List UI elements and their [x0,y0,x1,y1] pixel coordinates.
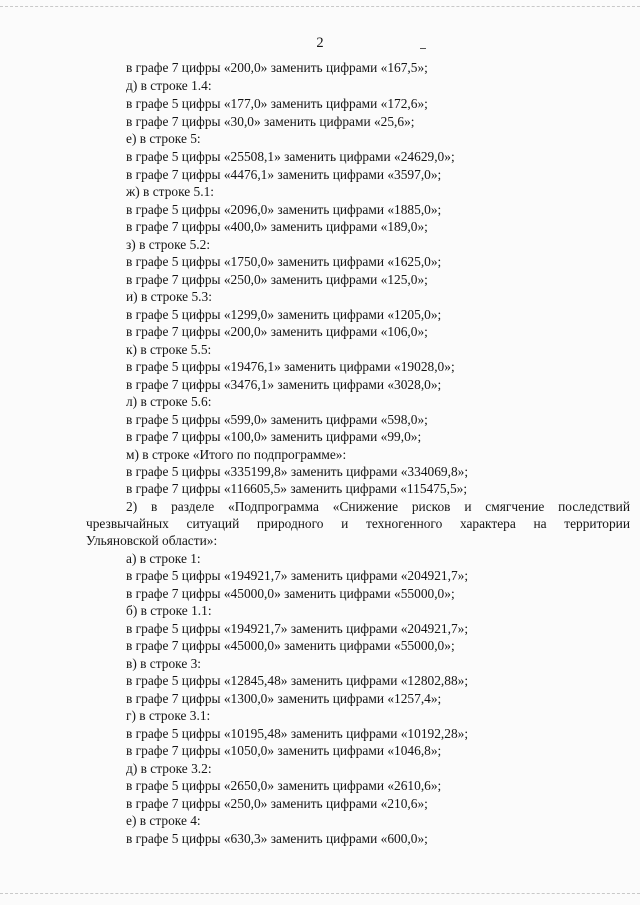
scan-edge-bottom [0,893,640,894]
text-line: а) в строке 1: [126,551,201,566]
text-line: в графе 7 цифры «250,0» заменить цифрами «210,6»; [126,796,428,811]
text-line: з) в строке 5.2: [126,237,211,252]
text-line: в графе 7 цифры «4476,1» заменить цифрами «3597,0»; [126,167,442,182]
text-line: в графе 7 цифры «45000,0» заменить цифрами «55000,0»; [126,586,455,601]
text-line: в) в строке 3: [126,656,202,671]
text-line: в графе 5 цифры «2096,0» заменить цифрами «1885,0»; [126,202,442,217]
text-line: в графе 5 цифры «12845,48» заменить цифрами «12802,88»; [126,673,469,688]
text-line: ж) в строке 5.1: [126,184,215,199]
text-line: чрезвычайных ситуаций природного и техногенного характера на территории [86,516,630,531]
text-line: в графе 5 цифры «599,0» заменить цифрами «598,0»; [126,412,428,427]
text-line: в графе 5 цифры «1750,0» заменить цифрами «1625,0»; [126,254,442,269]
text-line: и) в строке 5.3: [126,289,212,304]
text-line: в графе 5 цифры «335199,8» заменить цифрами «334069,8»; [126,464,469,479]
page-number: 2 [316,35,324,51]
text-line: 2) в разделе «Подпрограмма «Снижение рисков и смягчение последствий [126,499,630,514]
text-line: в графе 5 цифры «2650,0» заменить цифрами «2610,6»; [126,778,442,793]
text-line: е) в строке 5: [126,131,201,146]
text-line: в графе 5 цифры «630,3» заменить цифрами «600,0»; [126,831,428,846]
text-line: е) в строке 4: [126,813,201,828]
text-line: л) в строке 5.6: [126,394,212,409]
text-line: д) в строке 1.4: [126,78,212,93]
text-line: в графе 7 цифры «3476,1» заменить цифрами «3028,0»; [126,377,442,392]
text-line: в графе 7 цифры «200,0» заменить цифрами «167,5»; [126,60,428,75]
text-line: в графе 5 цифры «10195,48» заменить цифрами «10192,28»; [126,726,469,741]
text-line: в графе 7 цифры «100,0» заменить цифрами «99,0»; [126,429,422,444]
text-line: м) в строке «Итого по подпрограмме»: [126,447,347,462]
text-line: д) в строке 3.2: [126,761,212,776]
scan-edge-top [0,6,640,7]
text-line: в графе 7 цифры «30,0» заменить цифрами «25,6»; [126,114,415,129]
text-line: в графе 7 цифры «1300,0» заменить цифрами «1257,4»; [126,691,442,706]
text-line: к) в строке 5.5: [126,342,212,357]
text-line: в графе 7 цифры «1050,0» заменить цифрами «1046,8»; [126,743,442,758]
text-line: в графе 7 цифры «45000,0» заменить цифрами «55000,0»; [126,638,455,653]
text-line: б) в строке 1.1: [126,603,212,618]
scan-mark [420,48,426,49]
text-line: в графе 7 цифры «400,0» заменить цифрами «189,0»; [126,219,428,234]
text-line: в графе 7 цифры «116605,5» заменить цифрами «115475,5»; [126,481,468,496]
text-line: в графе 5 цифры «19476,1» заменить цифрами «19028,0»; [126,359,455,374]
text-line: в графе 5 цифры «25508,1» заменить цифрами «24629,0»; [126,149,455,164]
text-line: г) в строке 3.1: [126,708,211,723]
text-line: в графе 5 цифры «1299,0» заменить цифрами «1205,0»; [126,307,442,322]
text-line: в графе 5 цифры «177,0» заменить цифрами «172,6»; [126,96,428,111]
text-line: в графе 7 цифры «200,0» заменить цифрами «106,0»; [126,324,428,339]
text-line: в графе 5 цифры «194921,7» заменить цифрами «204921,7»; [126,621,469,636]
text-line: в графе 5 цифры «194921,7» заменить цифрами «204921,7»; [126,568,469,583]
text-line: Ульяновской области»: [86,533,218,548]
text-line: в графе 7 цифры «250,0» заменить цифрами «125,0»; [126,272,428,287]
